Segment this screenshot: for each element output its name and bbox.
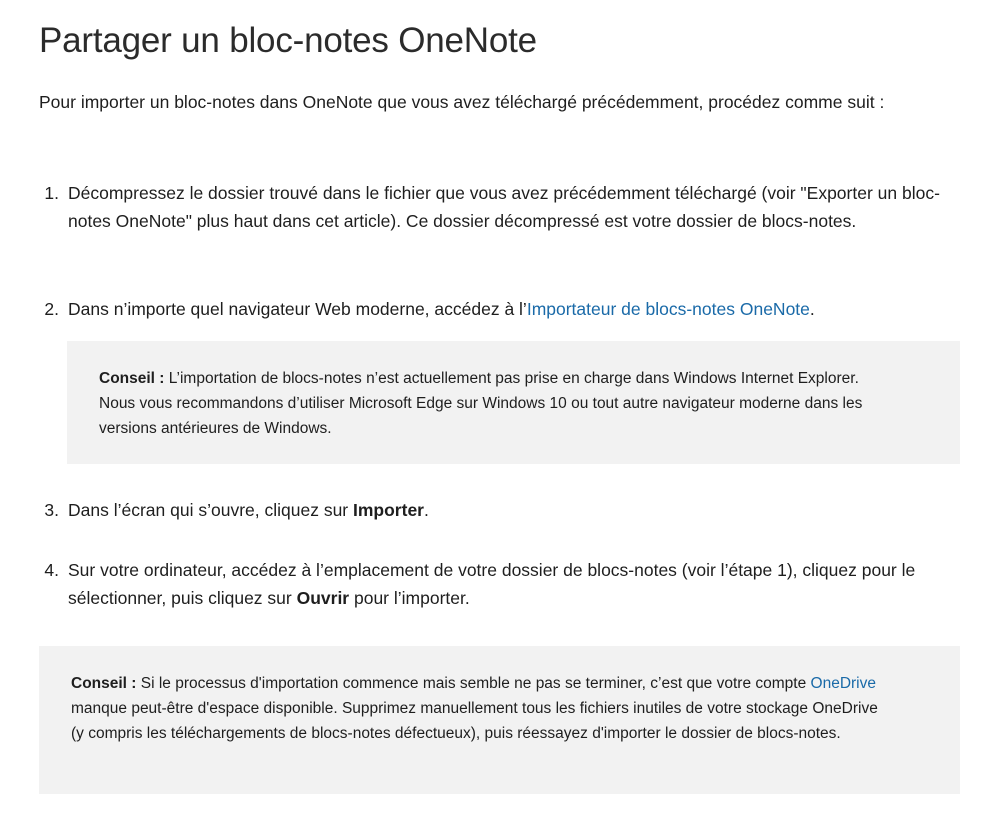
onedrive-link[interactable]: OneDrive xyxy=(810,675,876,692)
step-text: Décompressez le dossier trouvé dans le fichier que vous avez précédemment téléchargé (voir "Exporter un bloc-notes OneNote" plus haut dans cet article). Ce dossier décompressé est votre dossier de blocs-notes. xyxy=(68,183,940,231)
tip-text-after: manque peut-être d'espace disponible. Supprimez manuellement tous les fichiers inutiles de votre stockage OneDrive (y compris les téléchargements de blocs-notes défectueux), puis réessayez d'importer le dossier de blocs-notes. xyxy=(71,700,878,742)
tip-text-before: Si le processus d'importation commence mais semble ne pas se terminer, c’est que votre compte xyxy=(136,675,811,692)
step-number: 4. xyxy=(44,560,59,580)
tip-box-onedrive xyxy=(39,646,960,794)
step-4 xyxy=(39,556,944,612)
step-number: 1. xyxy=(44,183,59,203)
step-3 xyxy=(39,496,944,524)
tip-label: Conseil : xyxy=(99,370,165,387)
intro-paragraph: Pour importer un bloc-notes dans OneNote que vous avez téléchargé précédemment, procédez comme suit : xyxy=(39,92,885,112)
ouvrir-bold: Ouvrir xyxy=(296,588,350,608)
step-text xyxy=(68,556,944,612)
step-2 xyxy=(39,295,944,323)
step-text-after: pour l’importer. xyxy=(349,588,470,608)
step-number: 2. xyxy=(44,299,59,319)
tip-label: Conseil : xyxy=(71,675,137,692)
importer-bold: Importer xyxy=(353,500,424,520)
onenote-importer-link[interactable]: Importateur de blocs-notes OneNote xyxy=(526,299,810,319)
step-text-before: Dans n’importe quel navigateur Web moderne, accédez à l’ xyxy=(68,299,527,319)
step-text-before: Dans l’écran qui s’ouvre, cliquez sur xyxy=(68,500,353,520)
step-text-after: . xyxy=(423,500,429,520)
tip-content xyxy=(71,671,883,746)
step-1 xyxy=(39,179,944,235)
step-text xyxy=(68,295,944,323)
tip-box-browser xyxy=(67,341,960,464)
step-text-after: . xyxy=(809,299,815,319)
step-text xyxy=(68,496,944,524)
tip-text: L’importation de blocs-notes n’est actuellement pas prise en charge dans Windows Internet Explorer. Nous vous recommandons d’utiliser Microsoft Edge sur Windows 10 ou tout autre navigateur moderne dans les versions antérieures de Windows. xyxy=(99,370,863,437)
tip-content xyxy=(99,366,879,441)
page-title: Partager un bloc-notes OneNote xyxy=(39,21,537,60)
step-text-before: Sur votre ordinateur, accédez à l’emplacement de votre dossier de blocs-notes (voir l’étape 1), cliquez pour le sélectionner, puis cliquez sur xyxy=(68,560,916,608)
step-number: 3. xyxy=(44,500,59,520)
